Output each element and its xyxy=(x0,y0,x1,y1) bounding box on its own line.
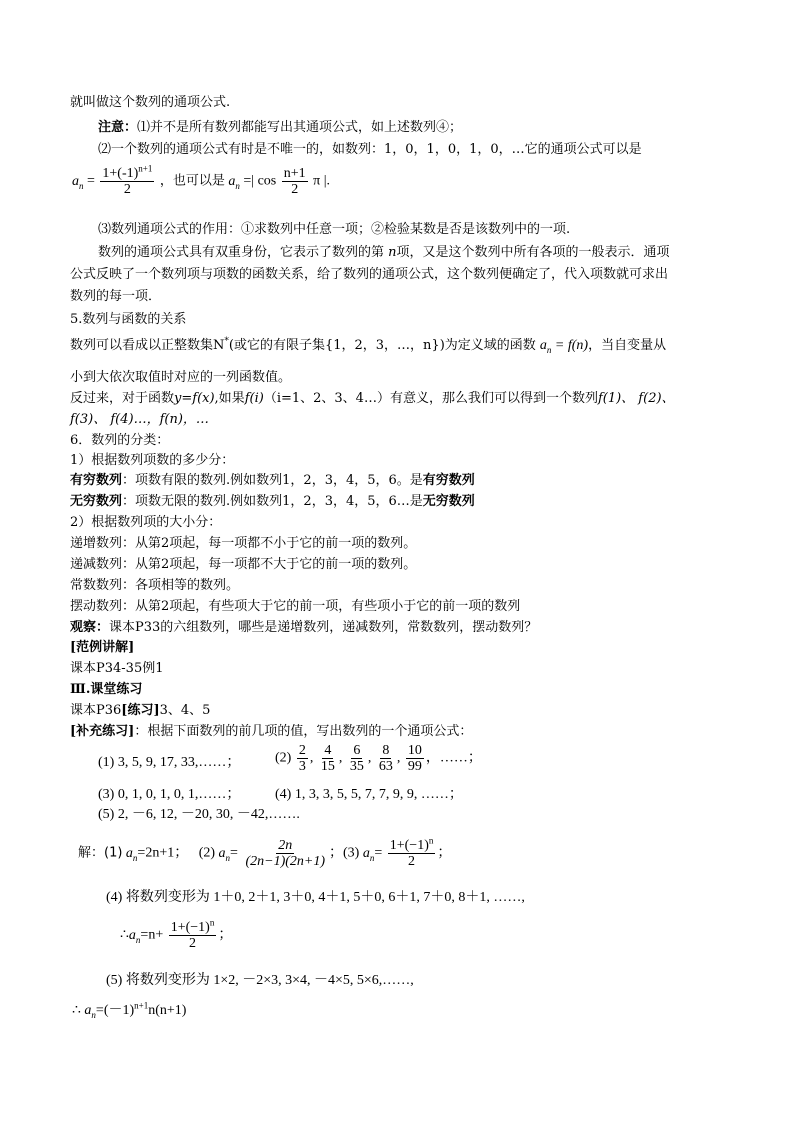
practice-line: 课本P36[练习]3、4、5 xyxy=(70,703,211,718)
exercise-1: (1) 3, 5, 9, 17, 33,……； xyxy=(98,755,241,770)
section-5-heading: 5.数列与函数的关系 xyxy=(70,312,187,327)
solution-5: (5) 将数列变形为 1×2, －2×3, 3×4, －4×5, 5×6,……, xyxy=(106,973,414,988)
formula-row xyxy=(72,163,331,197)
practice-heading: Ⅲ.课堂练习 xyxy=(70,682,143,697)
dual-line-2: 公式反映了一个数列项与项数的函数关系，给了数列的通项公式，这个数列便确定了，代入项数就可求出 xyxy=(70,267,669,282)
note-label: 注意： xyxy=(98,120,138,135)
fraction-cos: $\frac{n+1}{2}$ xyxy=(283,166,306,197)
class-1-heading: 1）根据数列项数的多少分： xyxy=(70,453,235,468)
text-line: 就叫做这个数列的通项公式. xyxy=(70,95,231,110)
pi-tail: π |. xyxy=(313,173,331,189)
solution-row: 解：(1) $a_n=2n+1$； (2) $a_n=$ $\frac{2n}{(2n-1)(2n+1)}$ ；(3) $a_n=$ $\frac{1+(-1)^n}{2}$ ； xyxy=(78,835,452,869)
a-n-2: $a_n$ xyxy=(228,173,240,191)
note-2: ⑵一个数列的通项公式有时是不唯一的，如数列：1，0，1，0，1，0，…它的通项公式可以是 xyxy=(98,142,642,157)
example-heading: [范例讲解] xyxy=(70,640,135,655)
dual-line-3: 数列的每一项． xyxy=(70,289,162,304)
reverse-line-2: f(3)、 f(4)…，f(n)，… xyxy=(70,412,209,427)
supplement-line: [补充练习]：根据下面数列的前几项的值，写出数列的一个通项公式： xyxy=(70,724,473,739)
solution-4: (4) 将数列变形为 1＋0, 2＋1, 3＋0, 4＋1, 5＋0, 6＋1, 7＋0, 8＋1, ……, xyxy=(106,890,525,905)
note-1 xyxy=(98,120,462,136)
a-n: $a_n$ xyxy=(72,173,84,191)
equals: = xyxy=(87,173,95,189)
decreasing-line: 递减数列：从第2项起，每一项都不大于它的前一项的数列。 xyxy=(70,557,417,572)
solution-4-result: $\therefore a_n=n+$ $\frac{1+(-1)^n}{2}$ ； xyxy=(120,917,233,951)
exercise-4: (4) 1, 3, 3, 5, 5, 7, 7, 9, 9, ……； xyxy=(275,787,463,802)
note-1-text: ⑴并不是所有数列都能写出其通项公式，如上述数列④； xyxy=(137,120,463,135)
exercise-3: (3) 0, 1, 0, 1, 0, 1,……； xyxy=(98,787,241,802)
reverse-line-1: 反过来，对于函数y=f(x),如果f(i)（i=1、2、3、4…）有意义，那么我们可以得到一个数列f(1)、 f(2)、 xyxy=(70,391,675,406)
exercise-5: (5) 2, －6, 12, －20, 30, －42,……. xyxy=(98,807,300,822)
finite-line: 有穷数列：项数有限的数列.例如数列1，2，3，4，5，6。是有穷数列 xyxy=(70,473,475,488)
dual-line-1: 数列的通项公式具有双重身份，它表示了数列的第 n项，又是这个数列中所有各项的一般表示．通项 xyxy=(98,245,670,260)
exercise-2: (2) $\frac{2}{3}$ , $\frac{4}{15}$ , $\frac{6}{35}$ , $\frac{8}{63}$ , $\frac{10}{99}$ ，……； xyxy=(275,743,482,774)
section-6-heading: 6．数列的分类： xyxy=(70,433,170,448)
observe-line: 观察：课本P33的六组数列，哪些是递增数列，递减数列，常数数列，摆动数列？ xyxy=(70,620,538,635)
formula-mid-text: ，也可以是 xyxy=(159,173,225,189)
fraction-1: $\frac{1+(-1)^{n+1}}{2}$ xyxy=(102,163,153,197)
function-line: 数列可以看成以正整数集N*(或它的有限子集{1，2，3，…，n})为定义域的函数 $a_n = f(n)$，当自变量从 xyxy=(70,336,667,355)
solution-5-result: ∴ $a_n=(-1)^{n+1}n(n+1)$ xyxy=(72,1000,187,1020)
note-3: ⑶数列通项公式的作用：①求数列中任意一项；②检验某数是否是该数列中的一项. xyxy=(98,222,571,237)
function-line-2: 小到大依次取值时对应的一列函数值。 xyxy=(70,370,292,385)
class-2-heading: 2）根据数列项的大小分： xyxy=(70,515,222,530)
oscillating-line: 摆动数列：从第2项起，有些项大于它的前一项，有些项小于它的前一项的数列 xyxy=(70,599,521,614)
cos-pre: =| cos xyxy=(243,173,277,189)
increasing-line: 递增数列：从第2项起，每一项都不小于它的前一项的数列。 xyxy=(70,536,417,551)
infinite-line: 无穷数列：项数无限的数列.例如数列1，2，3，4，5，6…是无穷数列 xyxy=(70,494,475,509)
example-ref: 课本P34-35例1 xyxy=(70,661,164,676)
constant-line: 常数数列：各项相等的数列。 xyxy=(70,578,240,593)
